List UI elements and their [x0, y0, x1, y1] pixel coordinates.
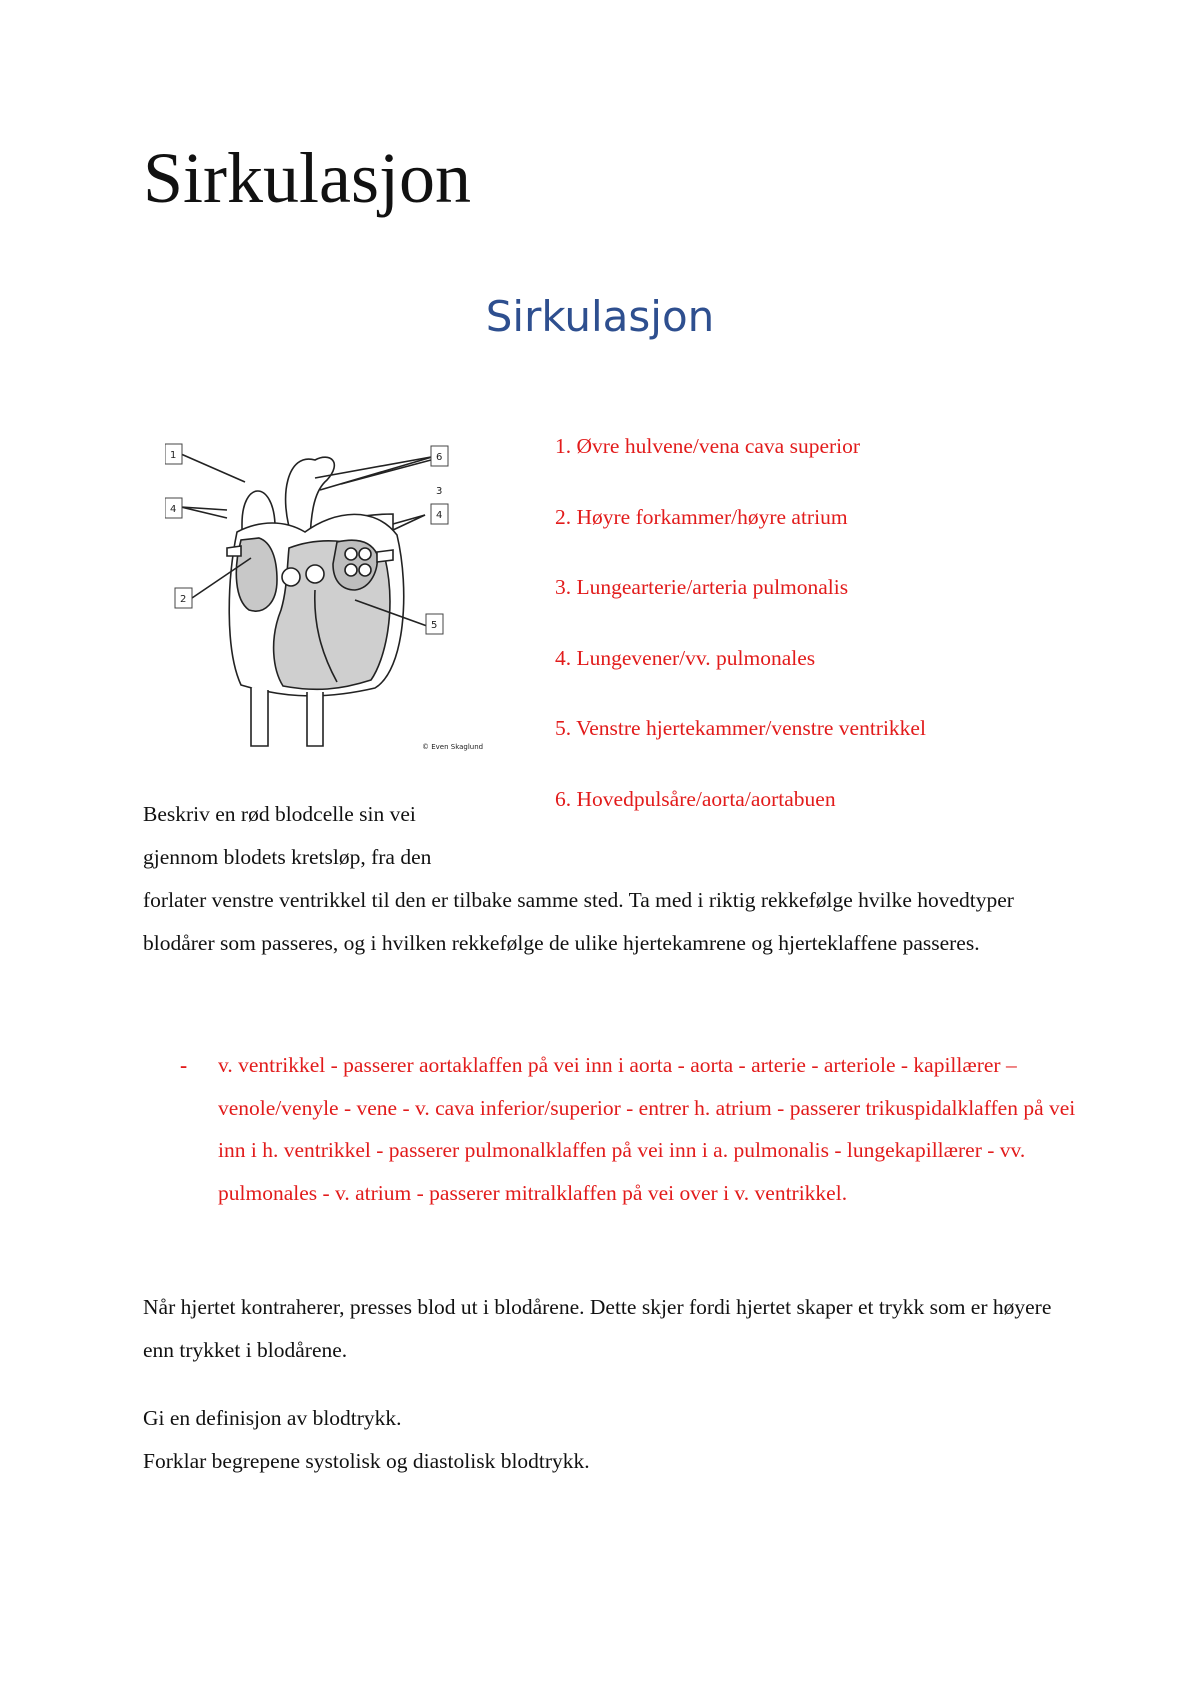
figure-credit: © Even Skaglund	[422, 743, 484, 751]
legend-item: 6. Hovedpulsåre/aorta/aortabuen	[555, 786, 836, 811]
heart-illustration	[165, 440, 495, 770]
section-heading: Sirkulasjon	[485, 292, 715, 341]
figure-label-4-left: 4	[170, 504, 177, 515]
answer-block	[143, 1044, 1083, 1214]
answer-text: v. ventrikkel - passerer aortaklaffen på vei inn i aorta - aorta - arterie - arteriole - kapillærer – venole/venyle - vene - v. cava inferior/superior - entrer h. atrium - passerer trikuspidalklaffen på vei inn i h. ventrikkel - passerer pulmonalklaffen på vei inn i a. pulmonalis - lungekapillærer - vv. pulmonales - v. atrium - passerer mitralklaffen på vei over i v. ventrikkel.	[218, 1053, 1076, 1205]
legend-item: 1. Øvre hulvene/vena cava superior	[555, 434, 861, 458]
body-paragraph: Når hjertet kontraherer, presses blod ut i blodårene. Dette skjer fordi hjertet skaper et trykk som er høyere enn trykket i blodårene.	[143, 1295, 1052, 1362]
figure-label-2: 2	[180, 594, 187, 605]
legend-item: 3. Lungearterie/arteria pulmonalis	[555, 575, 849, 600]
heart-diagram	[165, 440, 495, 770]
question-line: Gi en definisjon av blodtrykk.	[143, 1406, 402, 1430]
bullet-dash: -	[180, 1053, 188, 1077]
question-line: Forklar begrepene systolisk og diastolisk blodtrykk.	[143, 1449, 590, 1473]
legend-item: 2. Høyre forkammer/høyre atrium	[555, 504, 848, 529]
legend-item: 5. Venstre hjertekammer/venstre ventrikkel	[555, 716, 926, 741]
figure-label-3: 3	[436, 486, 443, 497]
question-text: forlater venstre ventrikkel til den er tilbake samme sted. Ta med i riktig rekkefølge hvilke hovedtyper blodårer som passeres, og i hvilken rekkefølge de ulike hjertekamrene og hjerteklaffene passeres.	[143, 888, 1014, 955]
question-line: gjennom blodets kretsløp, fra den	[143, 845, 432, 869]
diagram-legend	[555, 432, 1015, 856]
question-line: Beskriv en rød blodcelle sin vei	[143, 802, 416, 826]
legend-item: 4. Lungevener/vv. pulmonales	[555, 645, 816, 670]
figure-label-6: 6	[436, 452, 443, 463]
figure-label-4-right: 4	[436, 510, 443, 521]
figure-label-5: 5	[431, 620, 438, 631]
figure-label-1: 1	[170, 450, 177, 461]
page-title: Sirkulasjon	[143, 138, 472, 218]
